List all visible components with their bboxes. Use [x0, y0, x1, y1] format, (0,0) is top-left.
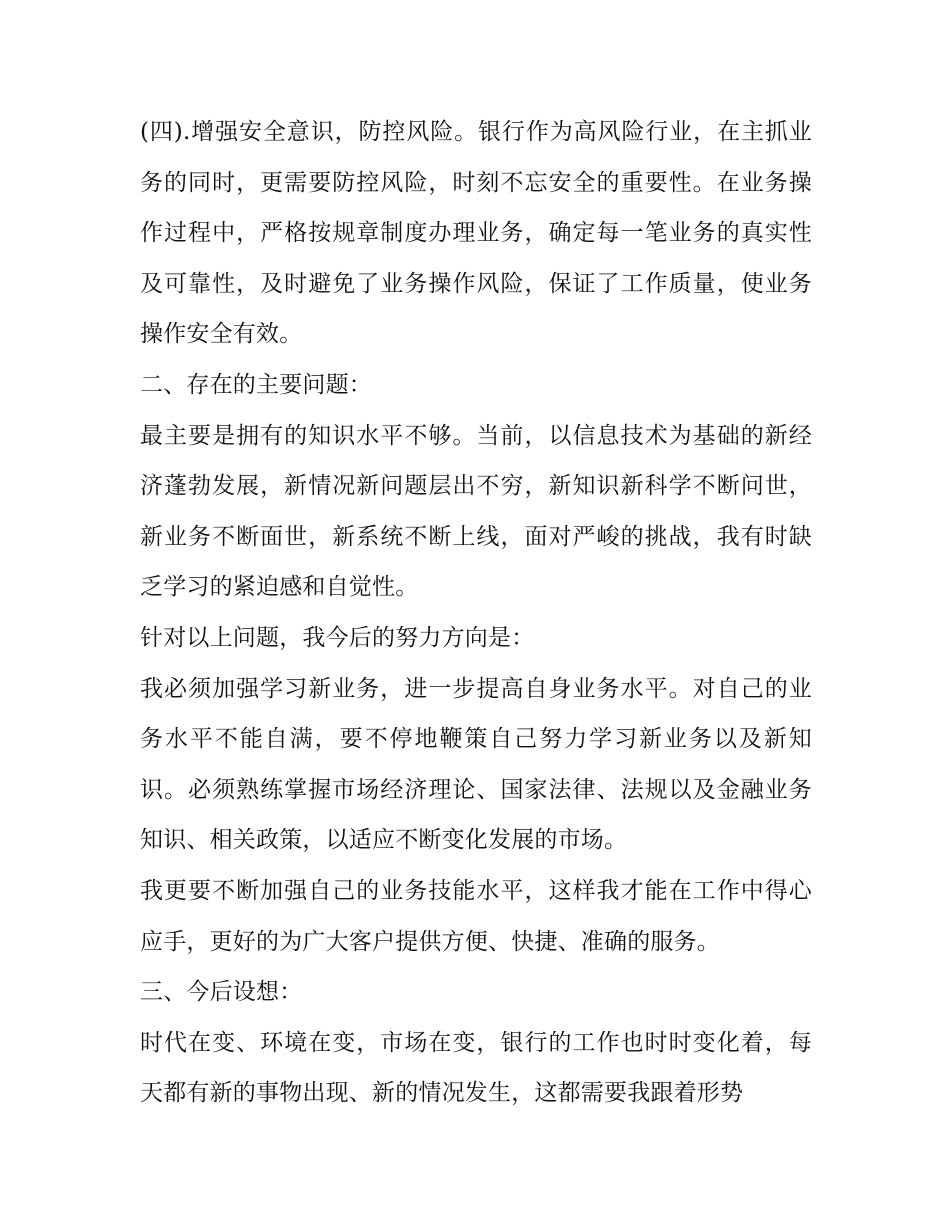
paragraph-changing-times: 时代在变、环境在变，市场在变，银行的工作也时时变化着，每天都有新的事物出现、新的情况发生，这都需要我跟着形势	[140, 1029, 812, 1107]
paragraph-skill-improvement: 我更要不断加强自己的业务技能水平，这样我才能在工作中得心应手，更好的为广大客户提供方便、快捷、准确的服务。	[140, 877, 812, 955]
heading-main-problems: 二、存在的主要问题：	[140, 371, 372, 398]
heading-future-plans: 三、今后设想：	[140, 979, 303, 1006]
paragraph-risk-control: (四).增强安全意识，防控风险。银行作为高风险行业，在主抓业务的同时，更需要防控风险，时刻不忘安全的重要性。在业务操作过程中，严格按规章制度办理业务，确定每一笔业务的真实性及可靠性，及时避免了业务操作风险，保证了工作质量，使业务操作安全有效。	[140, 119, 812, 348]
paragraph-knowledge-gap: 最主要是拥有的知识水平不够。当前，以信息技术为基础的新经济蓬勃发展，新情况新问题层出不穷，新知识新科学不断问世，新业务不断面世，新系统不断上线，面对严峻的挑战，我有时缺乏学习的紧迫感和自觉性。	[140, 422, 812, 601]
document-body	[140, 107, 812, 1119]
heading-improvement-direction: 针对以上问题，我今后的努力方向是：	[140, 624, 535, 651]
paragraph-study-new-business: 我必须加强学习新业务，进一步提高自身业务水平。对自己的业务水平不能自满，要不停地鞭策自己努力学习新业务以及新知识。必须熟练掌握市场经济理论、国家法律、法规以及金融业务知识、相关政策，以适应不断变化发展的市场。	[140, 675, 812, 854]
